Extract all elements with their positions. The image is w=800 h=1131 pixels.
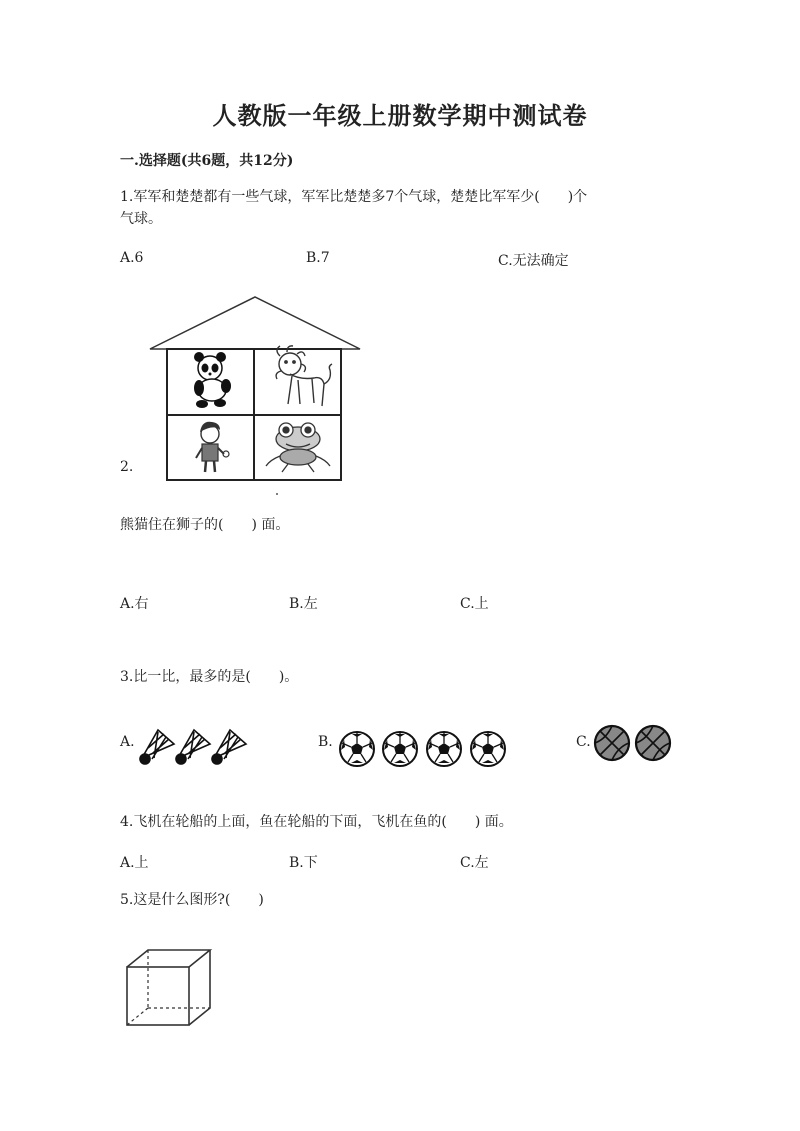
soccer-ball-icon (471, 732, 505, 766)
shuttlecock-group (136, 724, 256, 768)
q4-option-b[interactable]: B.下 (289, 855, 318, 871)
house-illustration (140, 294, 370, 504)
shuttlecock-icon (140, 730, 174, 764)
q1-option-b[interactable]: B.7 (306, 250, 330, 266)
q4-text: 4.飞机在轮船的上面，鱼在轮船的下面，飞机在鱼的( ) 面。 (120, 814, 513, 830)
q2-number: 2. (120, 459, 134, 475)
cube-figure (124, 948, 216, 1030)
q2-text: 熊猫住在狮子的( ) 面。 (120, 517, 290, 533)
q3-option-c[interactable]: C. (576, 734, 591, 750)
soccer-ball-group (338, 730, 510, 770)
soccer-ball-icon (427, 732, 461, 766)
soccer-ball-icon (383, 732, 417, 766)
page-title: 人教版一年级上册数学期中测试卷 (212, 101, 588, 130)
basketball-icon (595, 726, 629, 760)
q4-option-a[interactable]: A.上 (120, 855, 149, 871)
q4-option-c[interactable]: C.左 (460, 855, 489, 871)
section-heading: 一.选择题(共6题，共12分) (120, 153, 294, 169)
q5-text: 5.这是什么图形?( ) (120, 892, 264, 908)
shuttlecock-icon (176, 730, 210, 764)
q1-text-line2: 气球。 (120, 211, 162, 227)
q3-option-a[interactable]: A. (120, 734, 135, 750)
q1-option-c[interactable]: C.无法确定 (498, 253, 569, 269)
q1-text-line1: 1.军军和楚楚都有一些气球，军军比楚楚多7个气球，楚楚比军军少( )个 (120, 189, 588, 205)
q2-option-a[interactable]: A.右 (120, 596, 149, 612)
q3-text: 3.比一比，最多的是( )。 (120, 669, 299, 685)
basketball-group (592, 724, 676, 764)
q2-option-b[interactable]: B.左 (289, 596, 318, 612)
shuttlecock-icon (212, 730, 246, 764)
q3-option-b[interactable]: B. (318, 734, 333, 750)
basketball-icon (636, 726, 670, 760)
soccer-ball-icon (340, 732, 374, 766)
q2-option-c[interactable]: C.上 (460, 596, 489, 612)
q1-option-a[interactable]: A.6 (120, 250, 144, 266)
